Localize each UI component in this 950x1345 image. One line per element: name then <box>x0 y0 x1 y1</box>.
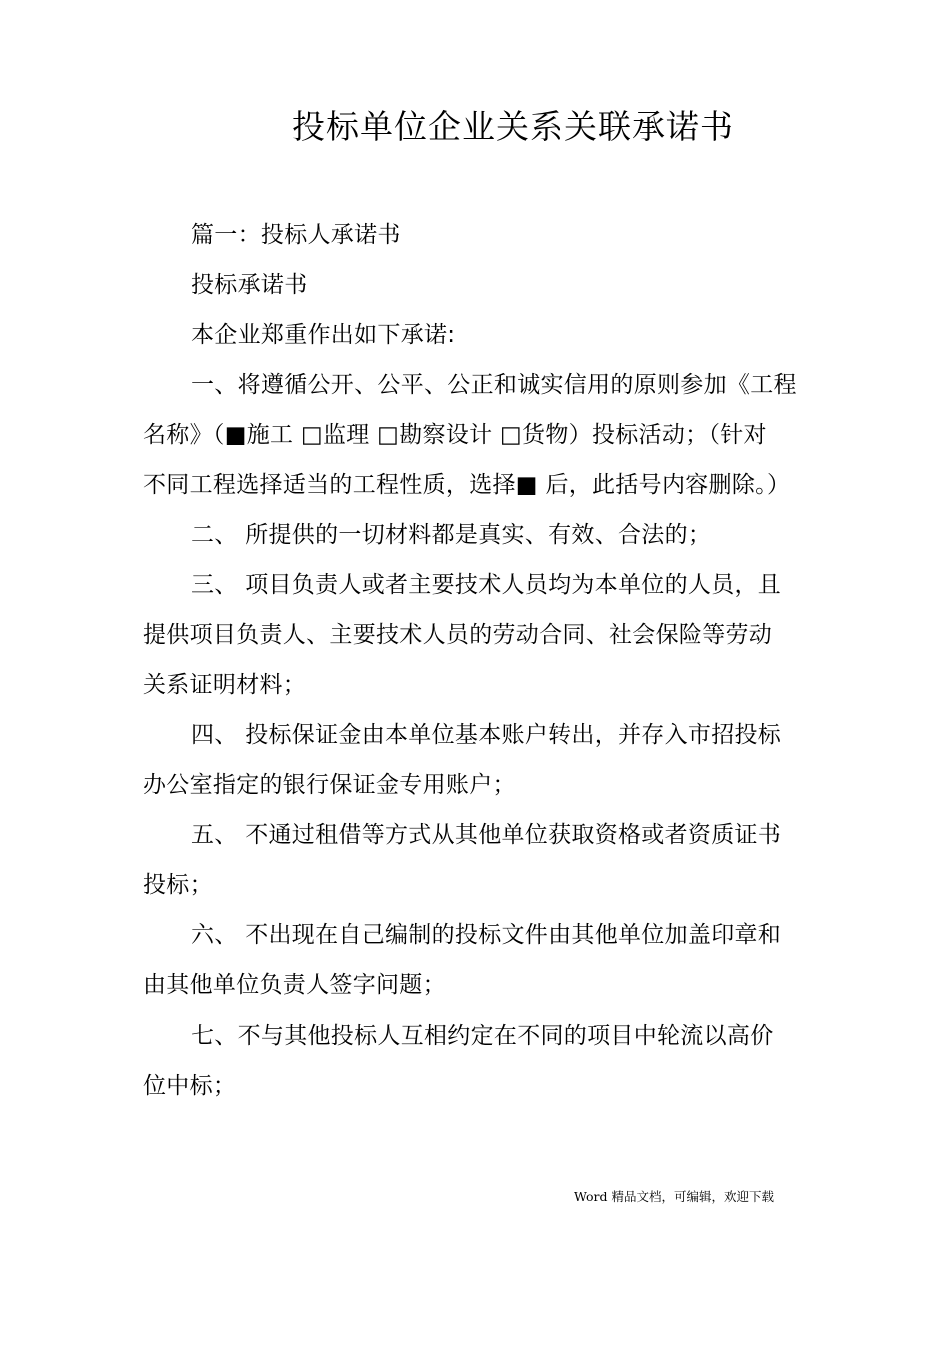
item-6-line-2: 由其他单位负责人签字问题； <box>143 972 446 998</box>
section-heading: 篇一：投标人承诺书 <box>191 222 401 248</box>
document-title: 投标单位企业关系关联承诺书 <box>292 107 734 146</box>
sub-heading: 投标承诺书 <box>191 272 308 298</box>
item-1-line-1: 一、将遵循公开、公平、公正和诚实信用的原则参加《工程 <box>191 372 797 398</box>
item-1-line-2: 名称》（■施工 □监理 □勘察设计 □货物）投标活动；（针对 <box>143 422 767 448</box>
item-4-line-2: 办公室指定的银行保证金专用账户； <box>143 772 516 798</box>
item-6-line-1: 六、 不出现在自己编制的投标文件由其他单位加盖印章和 <box>191 922 782 948</box>
item-1-line-3: 不同工程选择适当的工程性质，选择■ 后，此括号内容删除。） <box>143 472 791 498</box>
intro-text: 本企业郑重作出如下承诺: <box>191 322 456 348</box>
item-3-line-3: 关系证明材料； <box>143 672 307 698</box>
item-2-line-1: 二、 所提供的一切材料都是真实、有效、合法的； <box>191 522 712 548</box>
item-7-line-1: 七、不与其他投标人互相约定在不同的项目中轮流以高价 <box>191 1023 774 1049</box>
page-footer: Word 精品文档，可编辑，欢迎下载 <box>574 1189 774 1204</box>
item-4-line-1: 四、 投标保证金由本单位基本账户转出，并存入市招投标 <box>191 722 782 748</box>
item-3-line-1: 三、 项目负责人或者主要技术人员均为本单位的人员，且 <box>191 572 782 598</box>
item-5-line-1: 五、 不通过租借等方式从其他单位获取资格或者资质证书 <box>191 822 782 848</box>
item-7-line-2: 位中标； <box>143 1073 237 1099</box>
item-3-line-2: 提供项目负责人、主要技术人员的劳动合同、社会保险等劳动 <box>143 622 773 648</box>
item-5-line-2: 投标； <box>143 872 213 898</box>
